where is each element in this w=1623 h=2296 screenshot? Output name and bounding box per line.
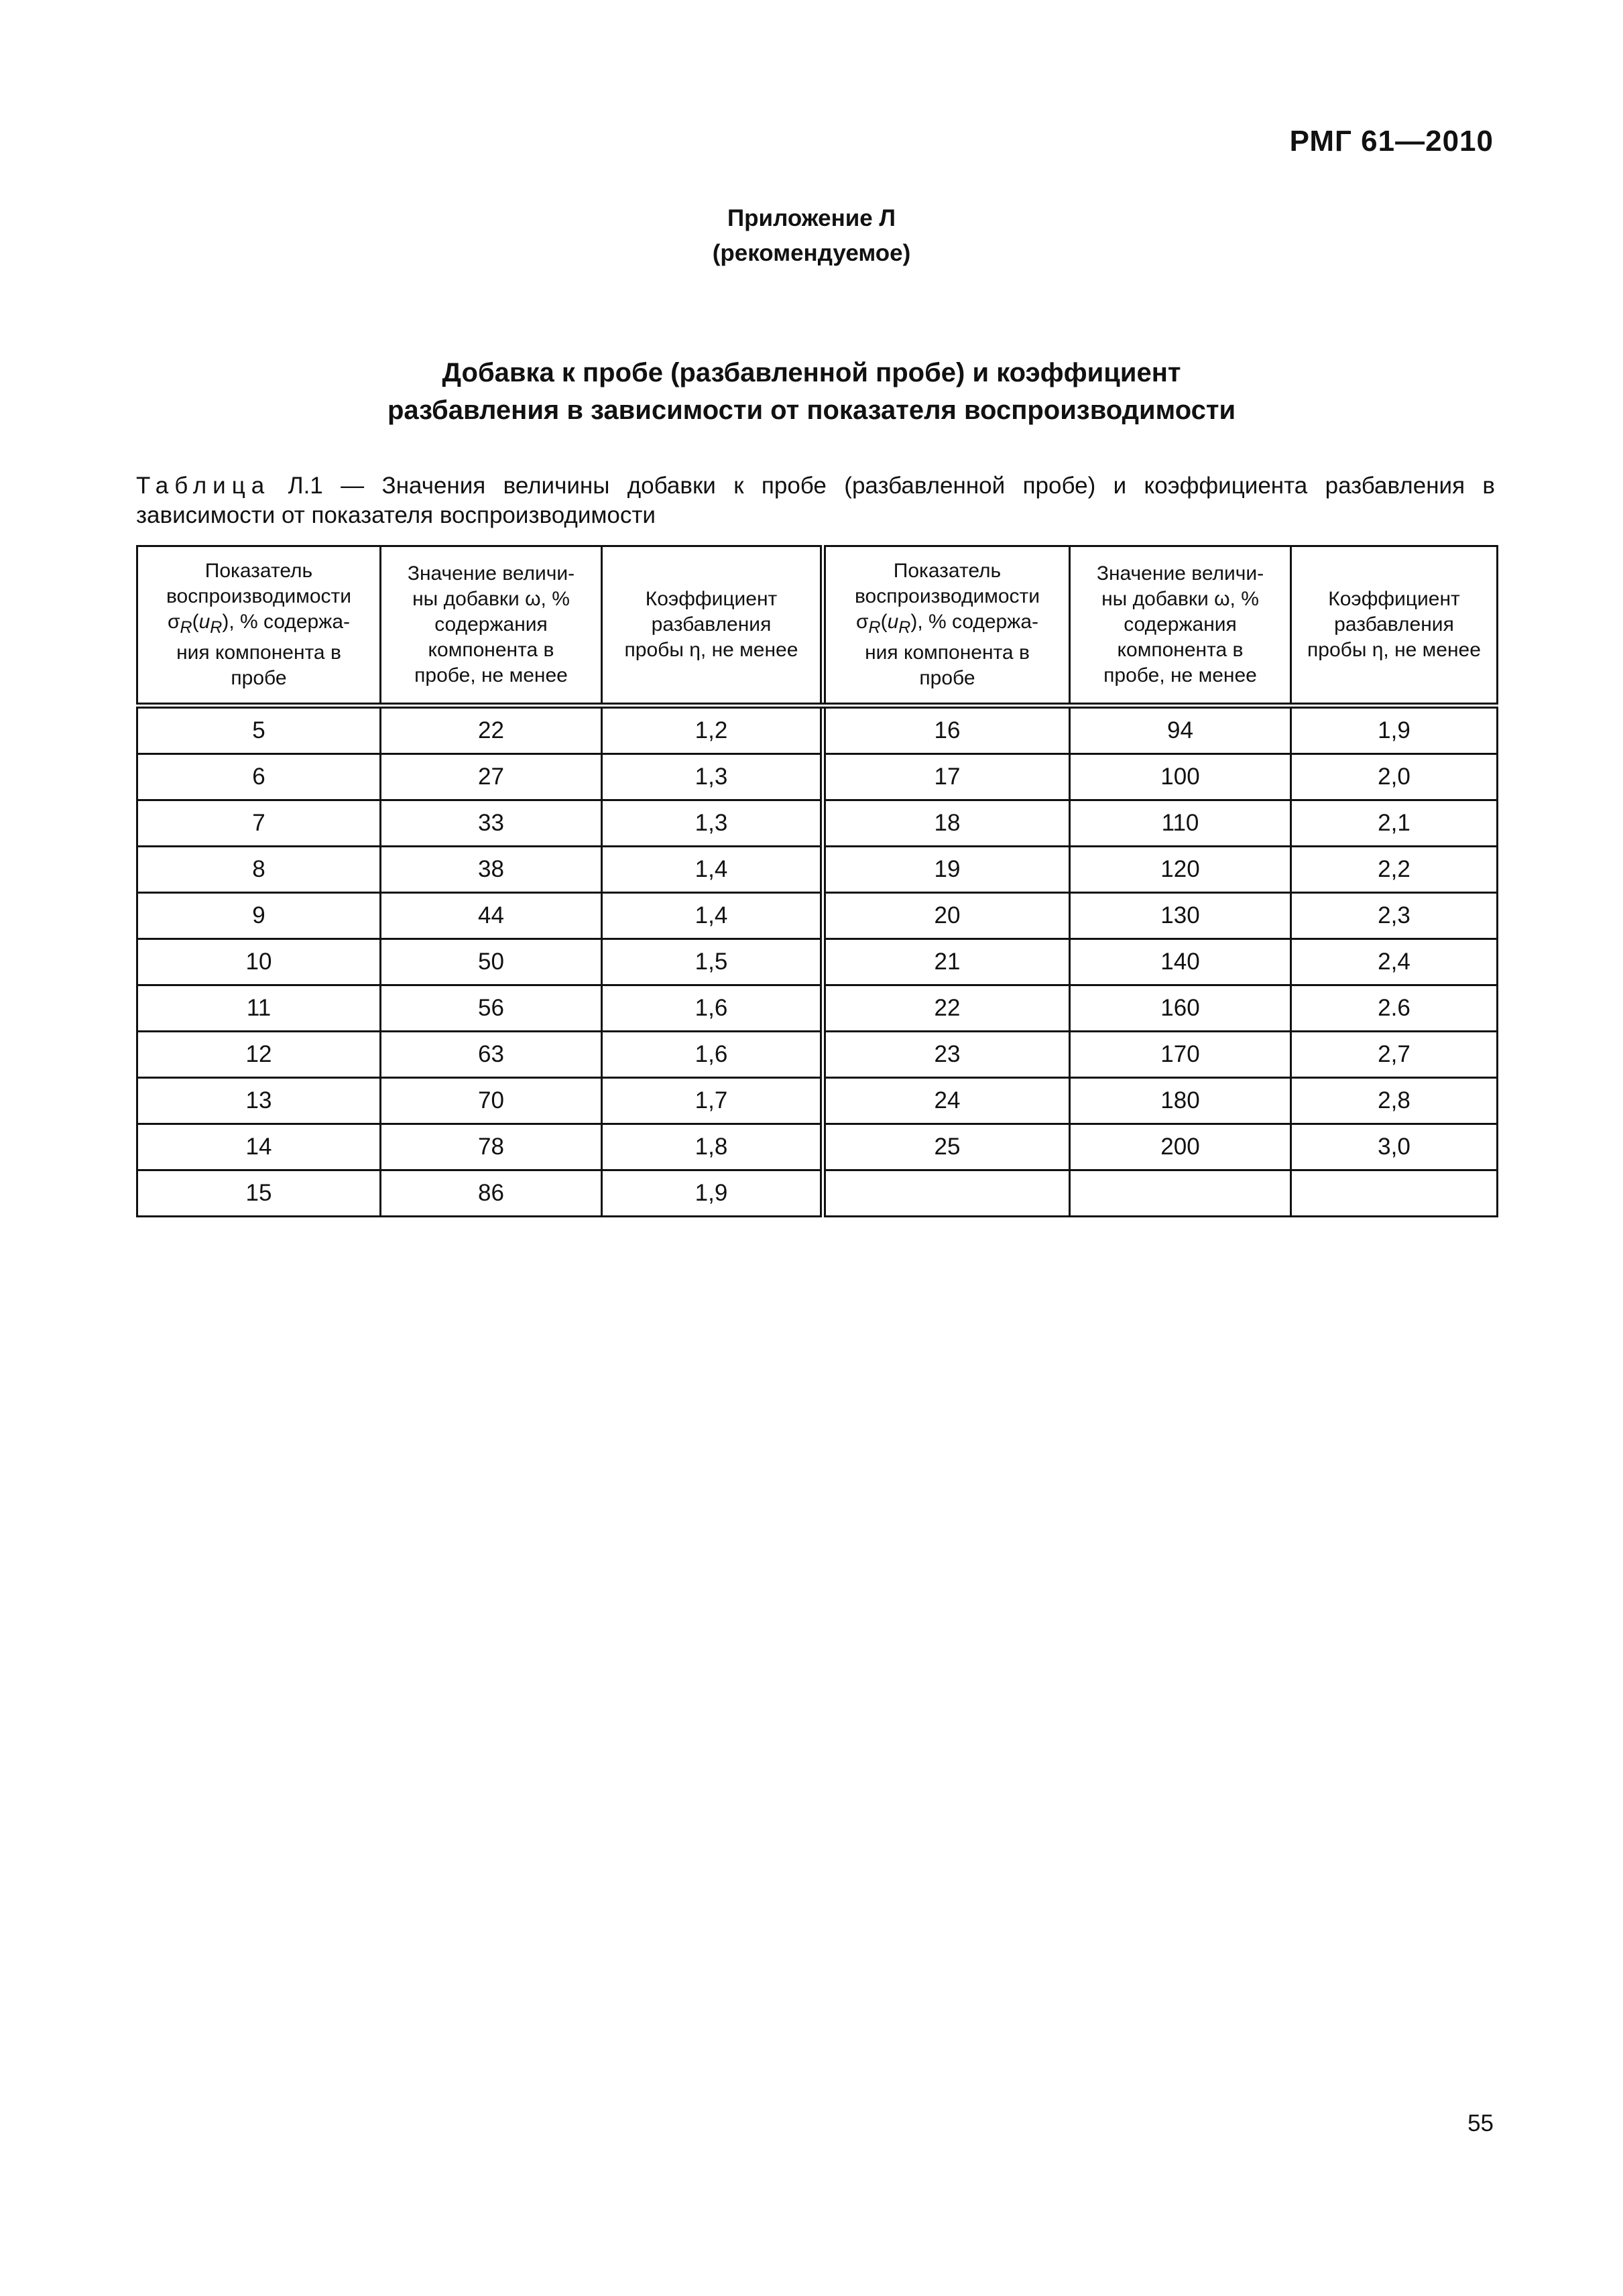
table-cell: 110 — [1070, 800, 1291, 847]
dilution-table — [136, 545, 1498, 1217]
table-cell: 13 — [137, 1078, 381, 1124]
table-row — [137, 893, 1498, 939]
table-cell: 56 — [381, 985, 602, 1032]
table-cell: 19 — [823, 847, 1070, 893]
header-omega-left: Значение величи- ны добавки ω, % содержания компонента в пробе, не менее — [381, 546, 602, 706]
table-cell: 24 — [823, 1078, 1070, 1124]
table-cell: 1,6 — [602, 1032, 823, 1078]
table-cell: 63 — [381, 1032, 602, 1078]
table-row — [137, 1078, 1498, 1124]
table-cell: 86 — [381, 1170, 602, 1217]
header-eta-left: Коэффициент разбавления пробы η, не менее — [602, 546, 823, 706]
table-cell: 2,2 — [1291, 847, 1498, 893]
table-cell: 1,9 — [1291, 706, 1498, 754]
table-cell: 6 — [137, 754, 381, 800]
table-cell: 160 — [1070, 985, 1291, 1032]
page-number: 55 — [1467, 2110, 1494, 2136]
table-cell: 200 — [1070, 1124, 1291, 1170]
table-cell: 2,4 — [1291, 939, 1498, 985]
header-sigma-left: Показатель воспроизводимости $\sigma_R(u_R)$, % содержа- ния компонента в пробе — [137, 546, 381, 706]
table-row — [137, 1170, 1498, 1217]
document-title — [0, 354, 1623, 429]
table-cell: 18 — [823, 800, 1070, 847]
table-cell: 1,4 — [602, 893, 823, 939]
table-cell: 2,0 — [1291, 754, 1498, 800]
table-row — [137, 754, 1498, 800]
table-cell: 140 — [1070, 939, 1291, 985]
table-cell: 14 — [137, 1124, 381, 1170]
table-cell: 50 — [381, 939, 602, 985]
table-cell: 44 — [381, 893, 602, 939]
table-cell: 94 — [1070, 706, 1291, 754]
table-cell: 2,3 — [1291, 893, 1498, 939]
document-code: РМГ 61—2010 — [1289, 125, 1494, 158]
table-cell: 27 — [381, 754, 602, 800]
table-cell: 1,7 — [602, 1078, 823, 1124]
table-caption-text: Л.1 — Значения величины добавки к пробе (разбавленной пробе) и коэффициента разбавления в зависимости от показателя воспроизводимости — [136, 473, 1495, 528]
table-row — [137, 985, 1498, 1032]
table-cell: 1,8 — [602, 1124, 823, 1170]
table-cell: 12 — [137, 1032, 381, 1078]
table-cell: 120 — [1070, 847, 1291, 893]
table-cell: 78 — [381, 1124, 602, 1170]
table-cell: 17 — [823, 754, 1070, 800]
title-line-1: Добавка к пробе (разбавленной пробе) и коэффициент — [442, 358, 1181, 387]
table-cell: 1,2 — [602, 706, 823, 754]
table-cell: 23 — [823, 1032, 1070, 1078]
table-cell: 22 — [823, 985, 1070, 1032]
table-cell: 1,3 — [602, 800, 823, 847]
appendix-heading — [0, 201, 1623, 271]
table-cell: 10 — [137, 939, 381, 985]
table-cell — [1291, 1170, 1498, 1217]
table-cell: 1,9 — [602, 1170, 823, 1217]
table-row — [137, 847, 1498, 893]
table-cell: 7 — [137, 800, 381, 847]
table-cell: 2,1 — [1291, 800, 1498, 847]
table-cell: 130 — [1070, 893, 1291, 939]
table-caption — [136, 471, 1495, 530]
table-cell: 1,4 — [602, 847, 823, 893]
table-cell: 2.6 — [1291, 985, 1498, 1032]
table-cell: 180 — [1070, 1078, 1291, 1124]
table-cell: 170 — [1070, 1032, 1291, 1078]
title-line-2: разбавления в зависимости от показателя воспроизводимости — [387, 396, 1236, 425]
table-cell: 21 — [823, 939, 1070, 985]
header-eta-right: Коэффициент разбавления пробы η, не менее — [1291, 546, 1498, 706]
table-row — [137, 939, 1498, 985]
table-row — [137, 1032, 1498, 1078]
table-cell: 25 — [823, 1124, 1070, 1170]
table-cell: 20 — [823, 893, 1070, 939]
table-cell: 33 — [381, 800, 602, 847]
appendix-label: Приложение Л — [727, 205, 896, 231]
table-cell: 1,3 — [602, 754, 823, 800]
table-cell: 9 — [137, 893, 381, 939]
table-row — [137, 706, 1498, 754]
table-cell: 1,5 — [602, 939, 823, 985]
table-cell: 11 — [137, 985, 381, 1032]
header-omega-right: Значение величи- ны добавки ω, % содержания компонента в пробе, не менее — [1070, 546, 1291, 706]
table-cell: 2,7 — [1291, 1032, 1498, 1078]
table-cell: 15 — [137, 1170, 381, 1217]
table-caption-label: Таблица — [136, 473, 271, 499]
table-cell: 38 — [381, 847, 602, 893]
table-cell: 16 — [823, 706, 1070, 754]
header-sigma-right: Показатель воспроизводимости $\sigma_R(u_R)$, % содержа- ния компонента в пробе — [823, 546, 1070, 706]
table-cell — [1070, 1170, 1291, 1217]
table-header-row — [137, 546, 1498, 706]
table-cell: 100 — [1070, 754, 1291, 800]
table-cell: 2,8 — [1291, 1078, 1498, 1124]
table-cell: 22 — [381, 706, 602, 754]
appendix-type: (рекомендуемое) — [712, 240, 911, 266]
table-cell: 3,0 — [1291, 1124, 1498, 1170]
table-cell: 8 — [137, 847, 381, 893]
table-row — [137, 1124, 1498, 1170]
table-cell — [823, 1170, 1070, 1217]
table-cell: 70 — [381, 1078, 602, 1124]
table-cell: 1,6 — [602, 985, 823, 1032]
table-row — [137, 800, 1498, 847]
table-cell: 5 — [137, 706, 381, 754]
